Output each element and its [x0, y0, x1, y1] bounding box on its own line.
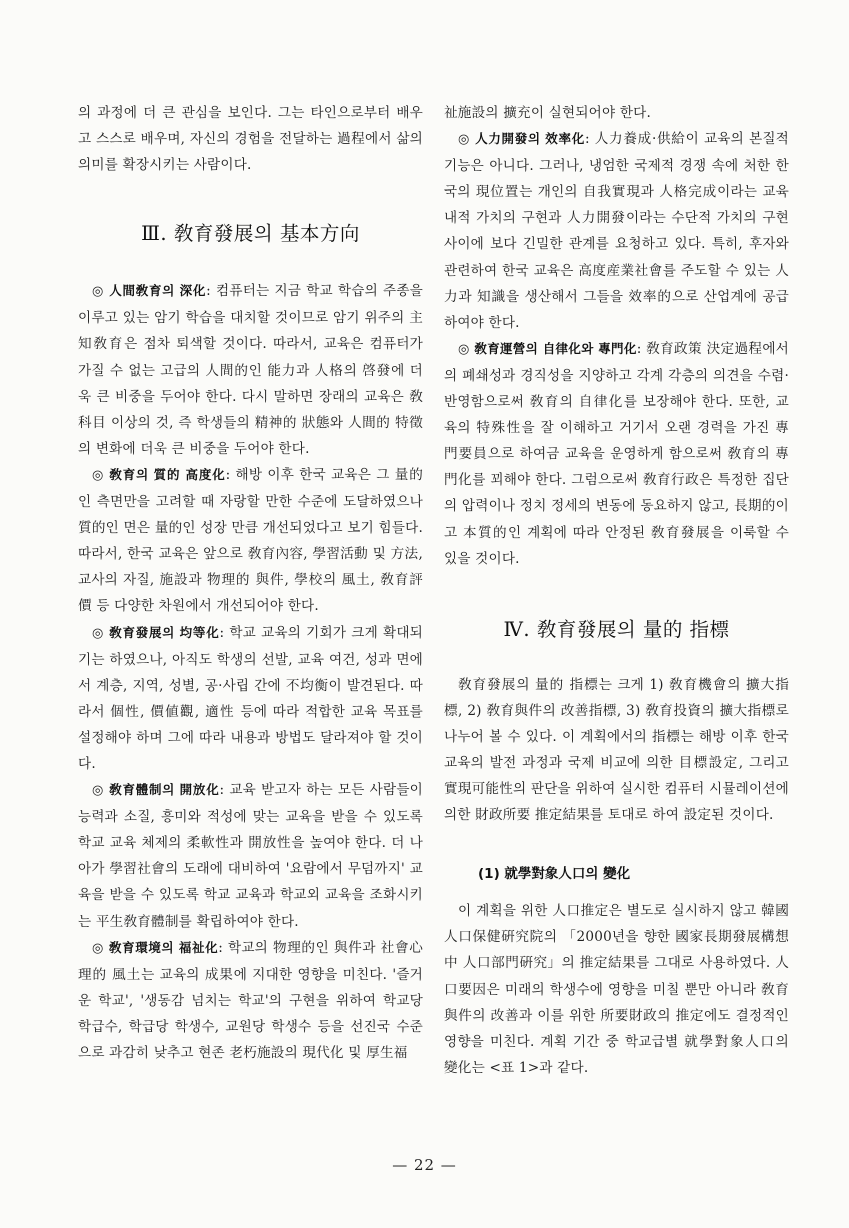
item-lead: 敎育運營의 自律化와 專門化 — [474, 340, 637, 356]
item-text: : 人力養成·供給이 교육의 본질적 기능은 아니다. 그러나, 냉엄한 국제적 경쟁 속에 처한 한국의 現位置는 개인의 自我實現과 人格完成이라는 교육 내적 가치의 구현과 人力開發이라는 수단적 가치의 구현 사이에 보다 긴밀한 관계를 요청하고 있다. 특히, 후자와 관련하여 한국 교육은 高度産業社會를 주도할 수 있는 人力과 知識을 생산해서 그들을 效率的으로 산업계에 공급하여야 한다. — [444, 131, 790, 331]
item-environment-welfare — [78, 935, 423, 1066]
item-lead: 敎育의 質的 高度化 — [109, 466, 226, 482]
section-4-paragraph: 敎育發展의 量的 指標는 크게 1) 敎育機會의 擴大指標, 2) 敎育與件의 改善指標, 3) 敎育投資의 擴大指標로 나누어 볼 수 있다. 이 계획에서의 指標는 해방 이후 한국 교육의 발전 과정과 국제 비교에 의한 目標設定, 그리고 實現可能性의 판단을 위하여 실시한 컴퓨터 시뮬레이션에 의한 財政所要 推定結果를 토대로 하여 設定된 것이다. — [444, 676, 789, 824]
section-4-title: Ⅳ. 敎育發展의 量的 指標 — [503, 617, 730, 641]
item-lead: 人力開發의 效率化 — [475, 131, 585, 147]
item-lead: 敎育環境의 福祉化 — [108, 939, 219, 955]
item-text: : 敎育政策 決定過程에서의 폐쇄성과 경직성을 지양하고 각계 각층의 의견을 수렴·반영함으로써 敎育의 自律化를 보장해야 한다. 또한, 교육의 特殊性을 잘 이해하고 거기서 오랜 경력을 가진 專門要員으로 하여금 교육을 운영하게 함으로써 敎育의 專門化를 꾀해야 한다. 그럼으로써 敎育行政은 특정한 집단의 압력이나 정치 정세의 변동에 동요하지 않고, 長期的이고 本質的인 계획에 따라 안정된 敎育發展을 이룩할 수 있을 것이다. — [444, 340, 789, 567]
continuation-paragraph: 祉施設의 擴充이 실현되어야 한다. — [444, 105, 652, 121]
item-quality-education — [78, 462, 423, 620]
section-3-title: Ⅲ. 敎育發展의 基本方向 — [141, 222, 360, 246]
item-lead: 敎育發展의 均等化 — [109, 624, 220, 640]
page-number: — 22 — — [392, 1156, 457, 1174]
left-column — [78, 100, 423, 1066]
item-text: : 컴퓨터는 지금 학교 학습의 주종을 이루고 있는 암기 학습을 대치할 것이므로 암기 위주의 主知敎育은 점차 퇴색할 것이다. 따라서, 교육은 컴퓨터가 가질 수 없는 고급의 人間的인 能力과 人格의 啓發에 더욱 큰 비중을 두어야 한다. 다시 말하면 장래의 교육은 敎科目 이상의 것, 즉 학생들의 精神的 狀態와 人間的 特徵의 변화에 더욱 큰 비중을 두어야 한다. — [78, 283, 424, 457]
item-openness — [78, 777, 423, 935]
item-lead: 人間敎育의 深化 — [109, 283, 207, 299]
item-text: : 해방 이후 한국 교육은 그 量的인 측면만을 고려할 때 자랑할 만한 수준에 도달하였으나 質的인 면은 量的인 성장 만큼 개선되었다고 보기 힘들다. 따라서, 한국 교육은 앞으로 敎育內容, 學習活動 및 方法, 교사의 자질, 施設과 物理的 與件, 學校의 風土, 敎育評價 등 다양한 차원에서 개선되어야 한다. — [78, 466, 424, 615]
bullet-icon: ◎ — [458, 132, 471, 148]
item-manpower — [444, 126, 789, 336]
item-lead: 敎育體制의 開放化 — [109, 782, 220, 798]
right-column — [444, 100, 789, 1081]
bullet-icon: ◎ — [92, 284, 105, 300]
bullet-icon: ◎ — [92, 783, 105, 799]
item-equalization — [78, 620, 423, 778]
bullet-icon: ◎ — [92, 940, 104, 956]
item-text: : 학교의 物理的인 與件과 社會心理的 風土는 교육의 成果에 지대한 영향을 미친다. '즐거운 학교', '생동감 넘치는 학교'의 구현을 위하여 학교당 학급수, 학급당 학생수, 교원당 학생수 등을 선진국 수준으로 과감히 낮추고 현존 老朽施設의 現代化 및 厚生福 — [78, 939, 423, 1061]
item-autonomy — [444, 336, 789, 572]
item-text: : 교육 받고자 하는 모든 사람들이 능력과 소질, 흥미와 적성에 맞는 교육을 받을 수 있도록 학교 교육 체제의 柔軟性과 開放性을 높여야 한다. 더 나아가 學習社會의 도래에 대비하여 '요람에서 무덤까지' 교육을 받을 수 있도록 학교 교육과 학교외 교육을 조화시키는 平生敎育體制를 확립하여야 한다. — [78, 782, 423, 930]
item-text: : 학교 교육의 기회가 크게 확대되기는 하였으나, 아직도 학생의 선발, 교육 여건, 성과 면에서 계층, 지역, 성별, 공·사립 간에 不均衡이 발견된다. 따라서 個性, 價値觀, 適性 등에 따라 적합한 교육 목표를 설정해야 하며 그에 따라 내용과 방법도 달라져야 할 것이다. — [78, 624, 423, 772]
subsection-title: (1) 就學對象人口의 變化 — [478, 866, 631, 883]
bullet-icon: ◎ — [92, 625, 105, 641]
intro-paragraph: 의 과정에 더 큰 관심을 보인다. 그는 타인으로부터 배우고 스스로 배우며, 자신의 경험을 전달하는 過程에서 삶의 의미를 확장시키는 사람이다. — [78, 105, 423, 174]
bullet-icon: ◎ — [92, 467, 105, 483]
bullet-icon: ◎ — [458, 341, 470, 357]
item-humanity-education — [78, 278, 423, 462]
subsection-paragraph: 이 계획을 위한 人口推定은 별도로 실시하지 않고 韓國人口保健硏究院의 「2000년을 향한 國家長期發展構想中 人口部門硏究」의 推定結果를 그대로 사용하였다. 人口要因은 미래의 학생수에 영향을 미칠 뿐만 아니라 敎育與件의 改善과 이를 위한 所要財政의 推定에도 결정적인 영향을 미친다. 계획 기간 중 학교급별 就學對象人口의 變化는 <표 1>과 같다. — [444, 903, 789, 1076]
